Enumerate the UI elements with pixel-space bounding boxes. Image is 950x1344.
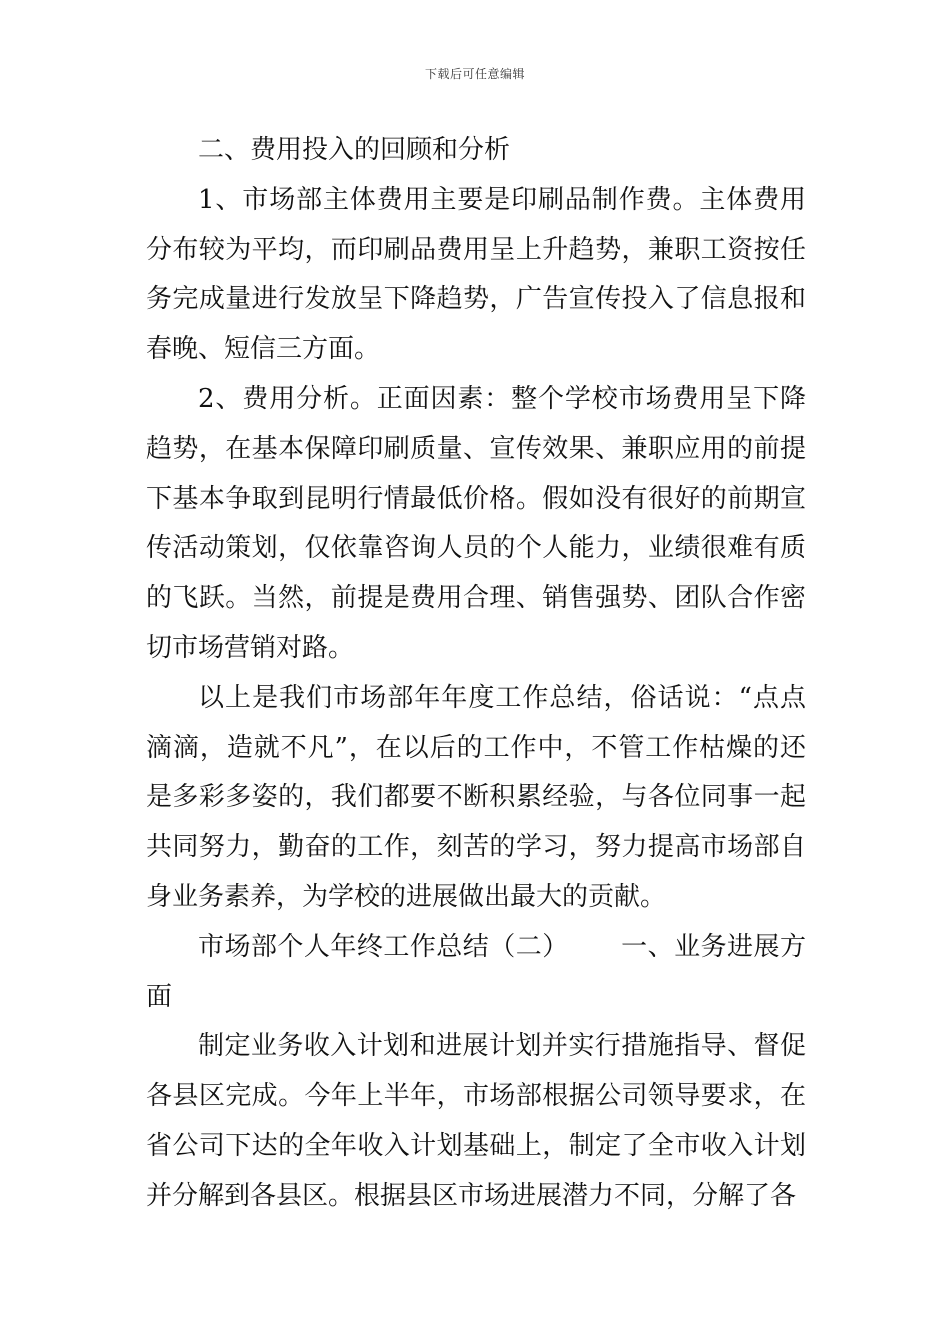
paragraph-summary-conclusion: 以上是我们市场部年年度工作总结，俗话说：“点点滴滴，造就不凡”，在以后的工作中，不管工作枯燥的还是多彩多姿的，我们都要不断积累经验，与各位同事一起共同努力，勤奋的工作，刻苦的学习，努力提高市场部自身业务素养，为学校的进展做出最大的贡献。 [146, 682, 806, 912]
section-heading-part-two: 市场部个人年终工作总结（二） 一、业务进展方面 [146, 931, 806, 1012]
section-heading-expense-review: 二、费用投入的回顾和分析 [198, 135, 511, 165]
document-body [146, 126, 806, 1222]
paragraph-main-expenses: 1、市场部主体费用主要是印刷品制作费。主体费用分布较为平均，而印刷品费用呈上升趋势，兼职工资按任务完成量进行发放呈下降趋势，广告宣传投入了信息报和春晚、短信三方面。 [146, 184, 806, 365]
paragraph-expense-analysis: 2、费用分析。正面因素：整个学校市场费用呈下降趋势，在基本保障印刷质量、宣传效果、兼职应用的前提下基本争取到昆明行情最低价格。假如没有很好的前期宣传活动策划，仅依靠咨询人员的个人能力，业绩很难有质的飞跃。当然，前提是费用合理、销售强势、团队合作密切市场营销对路。 [146, 383, 806, 663]
page-header-note: 下载后可任意编辑 [424, 67, 525, 81]
paragraph-business-plan: 制定业务收入计划和进展计划并实行措施指导、督促各县区完成。今年上半年，市场部根据公司领导要求，在省公司下达的全年收入计划基础上，制定了全市收入计划并分解到各县区。根据县区市场进展潜力不同，分解了各 [146, 1031, 806, 1211]
